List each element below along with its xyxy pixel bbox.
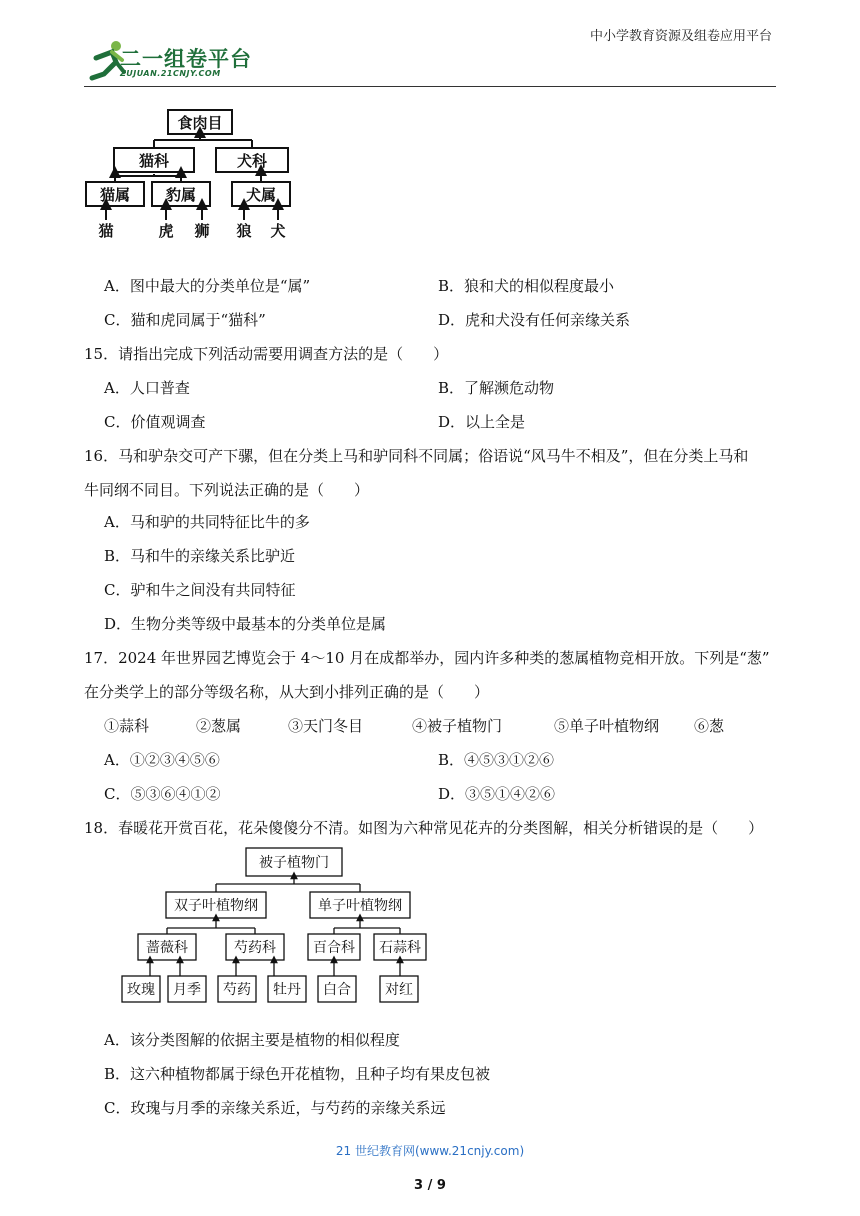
plant-label: 玫瑰 bbox=[127, 982, 155, 998]
animal-label: 狮 bbox=[194, 222, 210, 240]
order-label: 食肉目 bbox=[177, 114, 223, 132]
page-number: 3 / 9 bbox=[414, 1178, 446, 1193]
header-divider bbox=[84, 86, 776, 87]
q16-stem-line1: 16．马和驴杂交可产下骡，但在分类上马和驴同科不同属；俗语说“风马牛不相及”，但在分类上马和 bbox=[84, 447, 749, 465]
q17-stem-line2: 在分类学上的部分等级名称，从大到小排列正确的是（ ） bbox=[84, 683, 490, 701]
q16-option-c: C．驴和牛之间没有共同特征 bbox=[104, 581, 296, 599]
genus-label-1: 猫属 bbox=[99, 186, 131, 204]
q18-option-a: A．该分类图解的依据主要是植物的相似程度 bbox=[104, 1031, 400, 1049]
q15-option-d: D．以上全是 bbox=[438, 413, 526, 431]
q14-option-b: B．狼和犬的相似程度最小 bbox=[438, 277, 615, 295]
plant-label: 对红 bbox=[385, 982, 413, 998]
q17-stem-line1: 17．2024 年世界园艺博览会于 4～10 月在成都举办，园内许多种类的葱属植物竞相开放。下列是“葱” bbox=[84, 649, 770, 667]
flower-classification-diagram bbox=[118, 844, 428, 1008]
class-label-1: 双子叶植物纲 bbox=[174, 898, 258, 914]
q17-item: ⑥葱 bbox=[694, 717, 725, 735]
carnivora-diagram bbox=[82, 106, 302, 250]
q15-option-a: A．人口普查 bbox=[104, 379, 190, 397]
q15-option-c: C．价值观调查 bbox=[104, 413, 206, 431]
q15-stem: 15．请指出完成下列活动需要用调查方法的是（ ） bbox=[84, 345, 449, 363]
q17-item: ①蒜科 bbox=[104, 717, 150, 735]
family-label-3: 百合科 bbox=[313, 940, 355, 956]
class-label-2: 单子叶植物纲 bbox=[318, 898, 402, 914]
q14-option-d: D．虎和犬没有任何亲缘关系 bbox=[438, 311, 631, 329]
plant-label: 月季 bbox=[173, 982, 201, 998]
q17-option-b: B．④⑤③①②⑥ bbox=[438, 751, 555, 769]
q14-option-c: C．猫和虎同属于“猫科” bbox=[104, 311, 266, 329]
family-label-4: 石蒜科 bbox=[379, 940, 421, 956]
logo-text: 二一组卷平台 bbox=[120, 47, 252, 71]
q18-stem: 18．春暖花开赏百花，花朵傻傻分不清。如图为六种常见花卉的分类图解，相关分析错误的是（ ） bbox=[84, 819, 764, 837]
q17-option-a: A．①②③④⑤⑥ bbox=[104, 751, 220, 769]
q16-option-d: D．生物分类等级中最基本的分类单位是属 bbox=[104, 615, 387, 633]
q18-option-b: B．这六种植物都属于绿色开花植物，且种子均有果皮包被 bbox=[104, 1065, 491, 1083]
q18-option-c: C．玫瑰与月季的亲缘关系近，与芍药的亲缘关系远 bbox=[104, 1099, 446, 1117]
animal-label: 猫 bbox=[98, 222, 114, 240]
family-label-1: 猫科 bbox=[138, 152, 170, 170]
footer-link[interactable]: 21 世纪教育网(www.21cnjy.com) bbox=[335, 1144, 525, 1158]
phylum-label: 被子植物门 bbox=[259, 855, 329, 871]
q17-option-c: C．⑤③⑥④①② bbox=[104, 785, 221, 803]
animal-label: 狼 bbox=[236, 222, 252, 240]
plant-label: 芍药 bbox=[223, 982, 251, 998]
q17-item: ④被子植物门 bbox=[412, 717, 503, 735]
family-label-2: 犬科 bbox=[236, 152, 268, 170]
family-label-1: 蔷薇科 bbox=[146, 940, 188, 956]
q17-item: ②葱属 bbox=[196, 717, 242, 735]
logo-subtext: ZUJUAN.21CNJY.COM bbox=[120, 69, 221, 78]
q14-option-a: A．图中最大的分类单位是“属” bbox=[104, 277, 311, 295]
animal-label: 犬 bbox=[270, 222, 286, 240]
genus-label-2: 豹属 bbox=[165, 186, 197, 204]
plant-label: 牡丹 bbox=[273, 982, 301, 998]
family-label-2: 芍药科 bbox=[234, 940, 276, 956]
q17-item: ③天门冬目 bbox=[288, 717, 364, 735]
q16-stem-line2: 牛同纲不同目。下列说法正确的是（ ） bbox=[84, 481, 370, 499]
animal-label: 虎 bbox=[158, 222, 174, 240]
q16-option-a: A．马和驴的共同特征比牛的多 bbox=[104, 513, 310, 531]
q17-option-d: D．③⑤①④②⑥ bbox=[438, 785, 556, 803]
plant-label: 白合 bbox=[323, 982, 351, 998]
platform-name: 中小学教育资源及组卷应用平台 bbox=[589, 29, 772, 44]
genus-label-3: 犬属 bbox=[245, 186, 277, 204]
q15-option-b: B．了解濒危动物 bbox=[438, 379, 555, 397]
q17-item: ⑤单子叶植物纲 bbox=[554, 717, 660, 735]
q16-option-b: B．马和牛的亲缘关系比驴近 bbox=[104, 547, 296, 565]
